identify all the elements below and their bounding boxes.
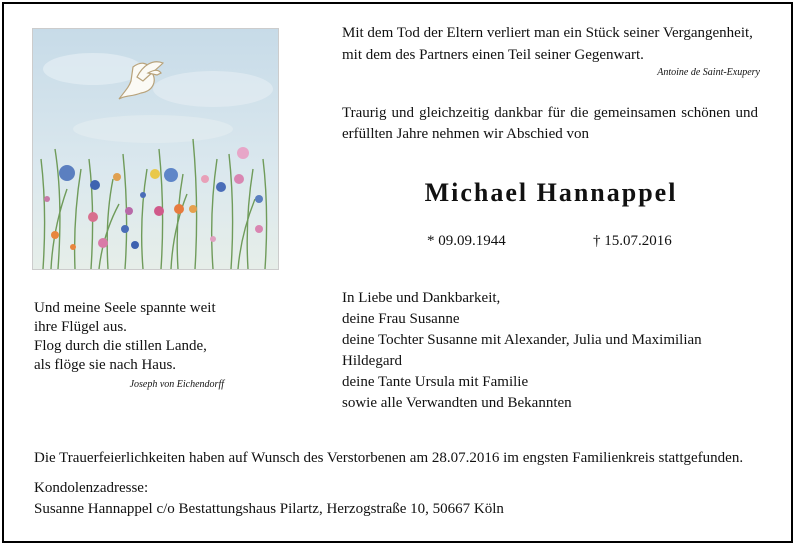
mourner-line: Hildegard (342, 353, 402, 369)
quote-line: Mit dem Tod der Eltern verliert man ein Stück seiner Vergangenheit, (342, 25, 753, 41)
poem-line: ihre Flügel aus. (34, 319, 127, 335)
birth-date: * 09.09.1944 (427, 233, 506, 249)
quote-line: mit dem des Partners einen Teil seiner Gegenwart. (342, 47, 644, 63)
funeral-notice: Die Trauerfeierlichkeiten haben auf Wunsch des Verstorbenen am 28.07.2016 im engsten Familienkreis stattgefunden. (34, 450, 744, 466)
mourners-list (342, 288, 762, 414)
condolence-label: Kondolenzadresse: (34, 480, 149, 496)
condolence-address (34, 478, 774, 520)
painting-image (32, 28, 279, 270)
condolence-address-line: Susanne Hannappel c/o Bestattungshaus Pilartz, Herzogstraße 10, 50667 Köln (34, 501, 504, 517)
mourner-line: sowie alle Verwandten und Bekannten (342, 395, 572, 411)
mourner-line: In Liebe und Dankbarkeit, (342, 290, 501, 306)
mourner-line: deine Tante Ursula mit Familie (342, 374, 529, 390)
poem-line: als flöge sie nach Haus. (34, 357, 177, 373)
poem (34, 299, 254, 375)
poem-author: Joseph von Eichendorff (129, 379, 224, 390)
mourner-line: deine Frau Susanne (342, 311, 460, 327)
mourner-line: deine Tochter Susanne mit Alexander, Julia und Maximilian (342, 332, 702, 348)
poem-line: Und meine Seele spannte weit (34, 300, 216, 316)
meadow-dove-painting (33, 29, 278, 269)
quote-author: Antoine de Saint-Exupery (657, 67, 760, 78)
deceased-name: Michael Hannappel (424, 178, 678, 207)
epigraph-quote (342, 22, 760, 66)
poem-line: Flog durch die stillen Lande, (34, 338, 207, 354)
death-date: † 15.07.2016 (593, 233, 672, 249)
intro-text: Traurig und gleichzeitig dankbar für die gemeinsamen schönen und erfüllten Jahre nehmen wir Abschied von (342, 105, 758, 142)
